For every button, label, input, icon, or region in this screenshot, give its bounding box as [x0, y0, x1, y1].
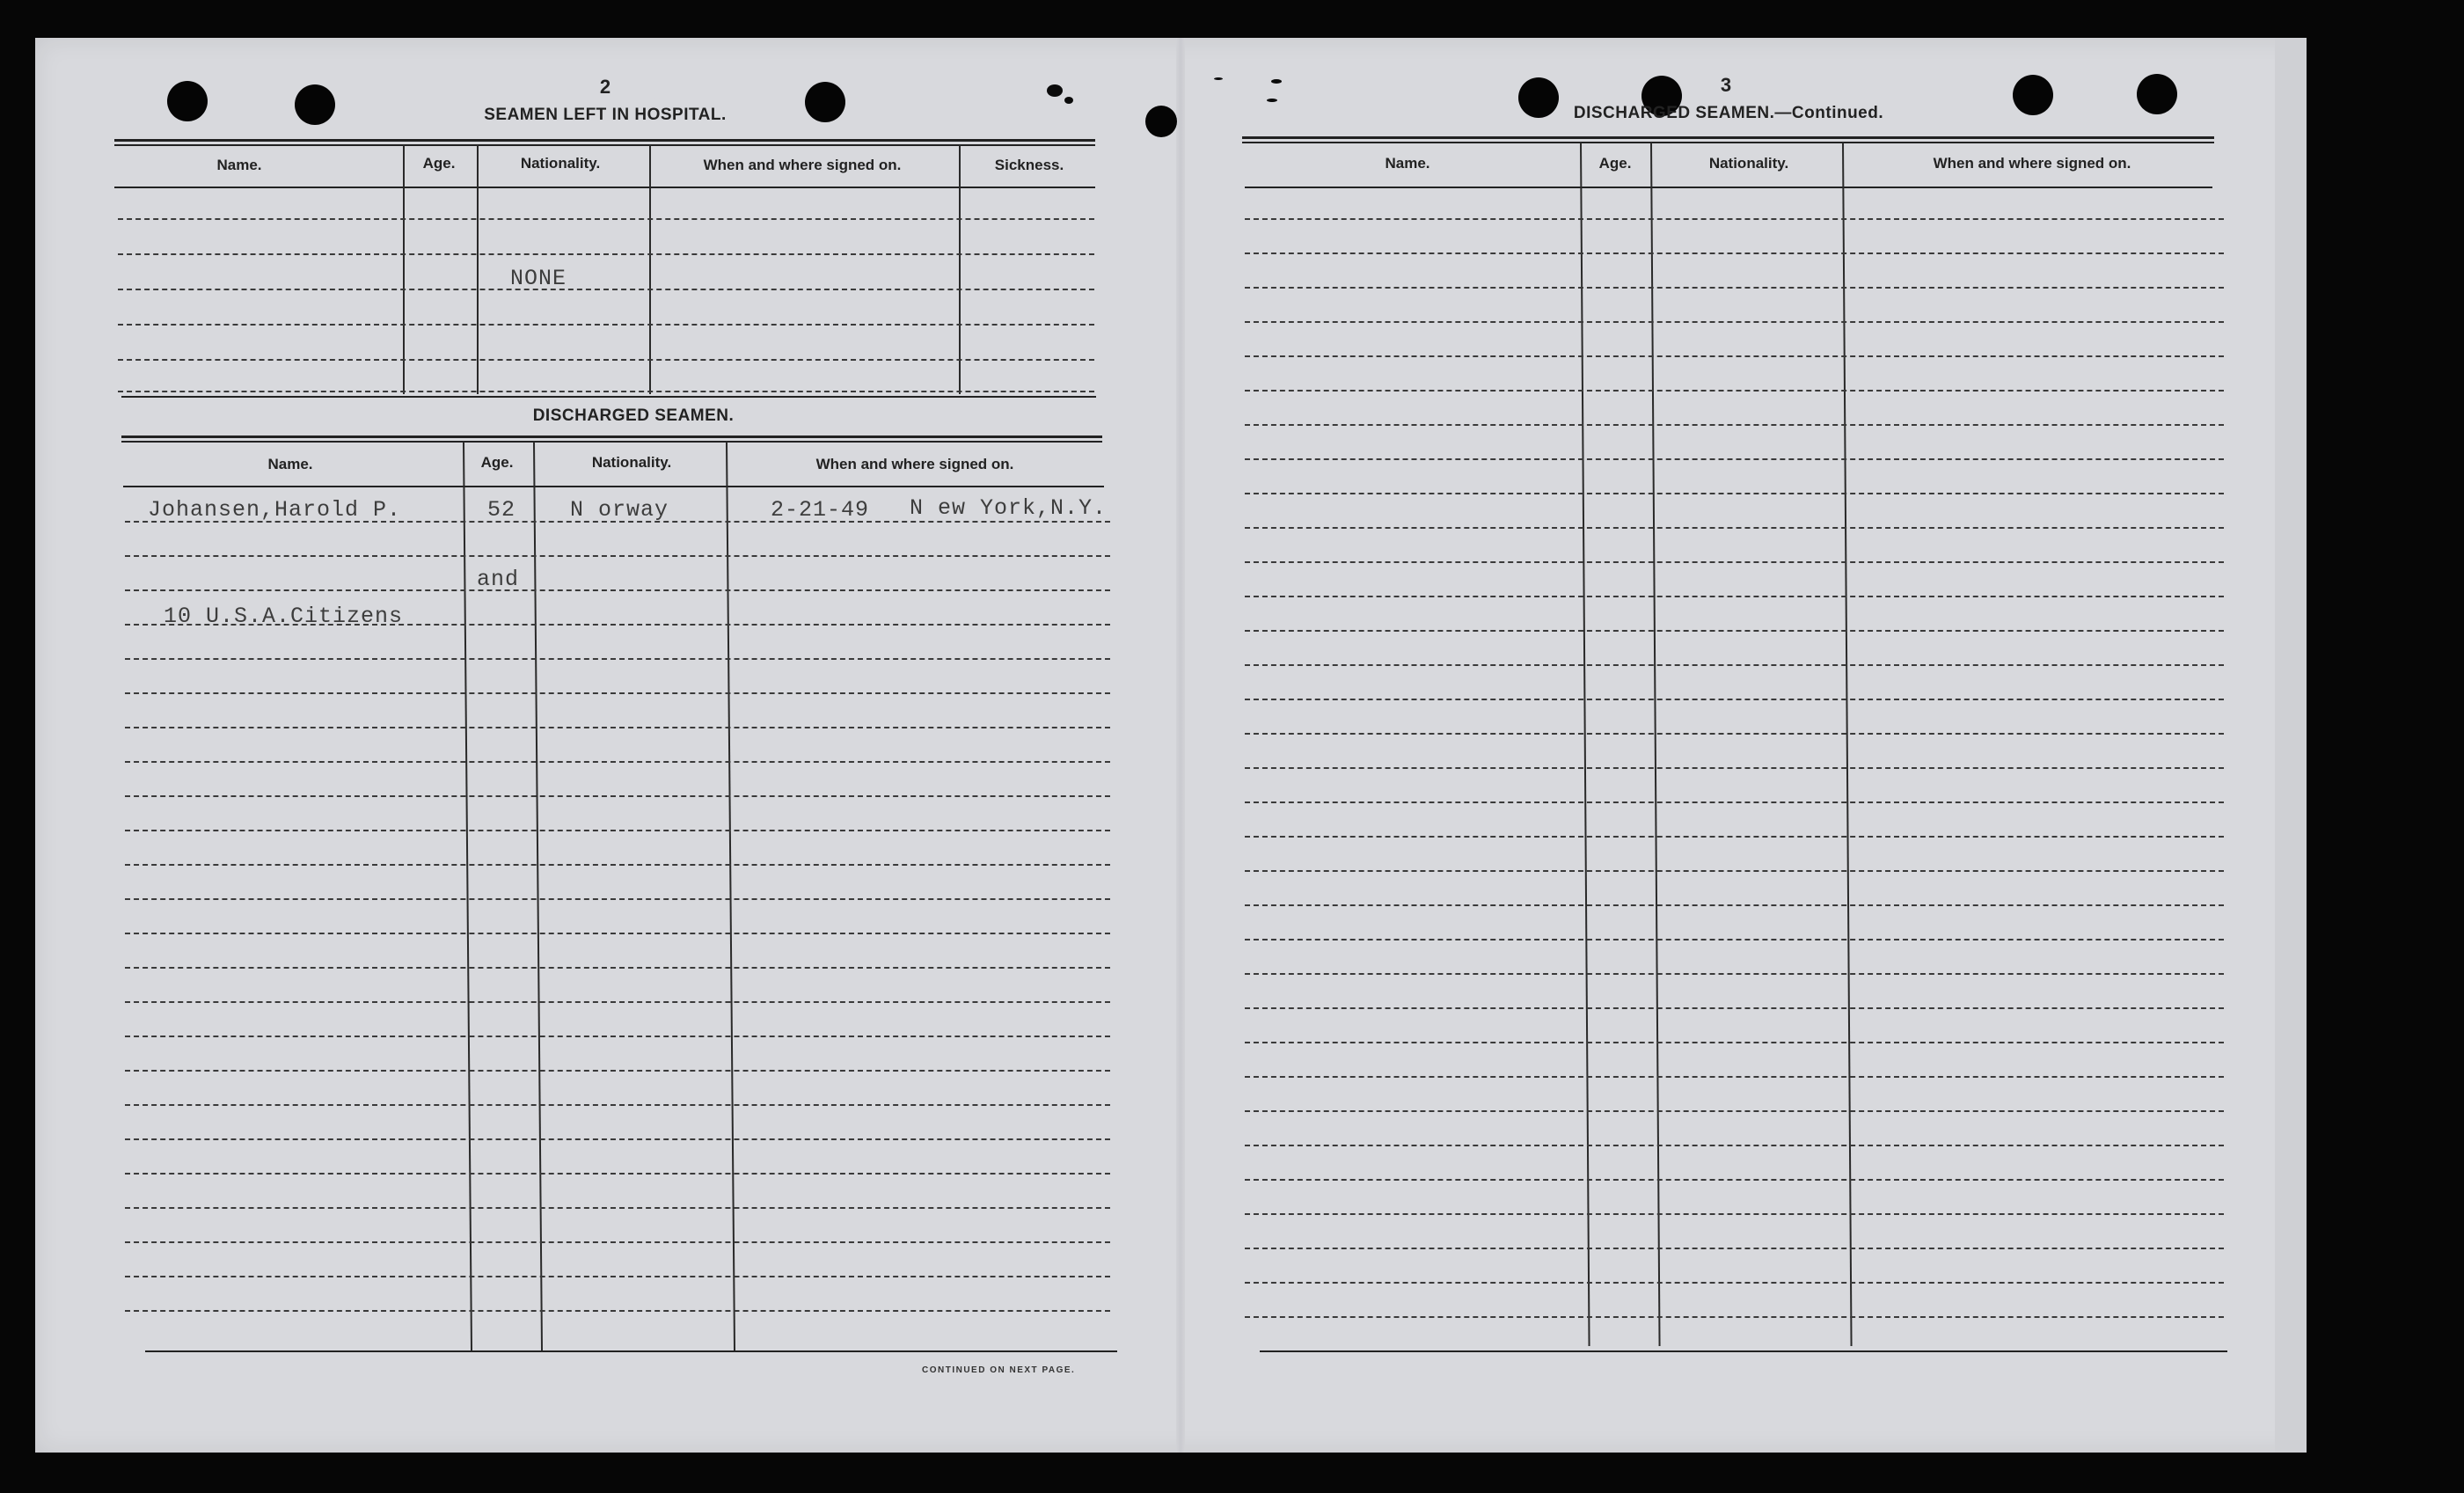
- right-ruled-line: [1245, 218, 2224, 220]
- right-ruled-line: [1245, 321, 2224, 323]
- right-ruled-line: [1245, 458, 2224, 460]
- right-ruled-line: [1245, 1282, 2224, 1284]
- ink-speck: [1047, 84, 1063, 97]
- ink-speck: [1271, 79, 1282, 84]
- page-number-right: 3: [1720, 74, 1732, 96]
- right-top-rule: [1242, 136, 2214, 139]
- discharged-col-name: Name.: [267, 456, 313, 472]
- discharged-ruled-line: [125, 1276, 1110, 1277]
- discharged-ruled-line: [125, 727, 1110, 728]
- document-sheet: [35, 38, 2307, 1453]
- right-ruled-line: [1245, 1110, 2224, 1112]
- discharged-header-rule: [123, 486, 1104, 487]
- discharged-ruled-line: [125, 761, 1110, 763]
- right-ruled-line: [1245, 801, 2224, 803]
- hospital-entry-nationality: NONE: [510, 266, 567, 291]
- discharged-bottom-rule: [145, 1350, 1117, 1352]
- hospital-col-signed-on: When and where signed on.: [703, 157, 902, 173]
- hospital-top-rule-2: [114, 144, 1095, 146]
- discharged-ruled-line: [125, 1001, 1110, 1003]
- discharged-ruled-line: [125, 692, 1110, 694]
- right-ruled-line: [1245, 1248, 2224, 1249]
- right-ruled-line: [1245, 424, 2224, 426]
- discharged-ruled-line: [125, 1310, 1110, 1312]
- hospital-ruled-line: [118, 391, 1094, 392]
- right-ruled-line: [1245, 1213, 2224, 1215]
- hospital-col-sickness: Sickness.: [994, 157, 1064, 173]
- hospital-ruled-line: [118, 253, 1094, 255]
- hospital-col-divider: [649, 144, 651, 394]
- right-ruled-line: [1245, 527, 2224, 529]
- punch-hole: [2137, 74, 2177, 114]
- right-ruled-line: [1245, 939, 2224, 940]
- right-ruled-line: [1245, 252, 2224, 254]
- discharged-row-1-age: 52: [487, 497, 516, 523]
- right-ruled-line: [1245, 733, 2224, 735]
- discharged-col-age: Age.: [480, 454, 514, 471]
- punch-hole: [1518, 77, 1559, 118]
- right-ruled-line: [1245, 1179, 2224, 1181]
- hospital-col-nationality: Nationality.: [520, 155, 601, 172]
- discharged-ruled-line: [125, 1070, 1110, 1072]
- discharged-header-top-rule-2: [121, 441, 1102, 443]
- discharged-header-top-rule: [121, 435, 1102, 438]
- discharged-ruled-line: [125, 1241, 1110, 1243]
- right-ruled-line: [1245, 870, 2224, 872]
- punch-hole: [1145, 106, 1177, 137]
- right-ruled-line: [1245, 561, 2224, 563]
- hospital-ruled-line: [118, 289, 1094, 290]
- right-col-age: Age.: [1598, 155, 1632, 172]
- discharged-col-signed-on: When and where signed on.: [815, 456, 1014, 472]
- continued-note: CONTINUED ON NEXT PAGE.: [922, 1365, 1076, 1375]
- right-bottom-rule: [1260, 1350, 2227, 1352]
- discharged-row-2-age: and: [477, 567, 520, 592]
- hospital-header-rule: [114, 187, 1095, 188]
- discharged-ruled-line: [125, 864, 1110, 866]
- right-col-name: Name.: [1385, 155, 1430, 172]
- discharged-ruled-line: [125, 555, 1110, 557]
- discharged-row-1-nationality: N orway: [570, 497, 669, 523]
- punch-hole: [805, 82, 845, 122]
- discharged-ruled-line: [125, 898, 1110, 900]
- discharged-row-1-name: Johansen,Harold P.: [148, 497, 402, 523]
- right-ruled-line: [1245, 1042, 2224, 1043]
- discharged-top-rule: [121, 396, 1096, 398]
- discharged-ruled-line: [125, 521, 1110, 523]
- right-ruled-line: [1245, 390, 2224, 392]
- discharged-ruled-line: [125, 658, 1110, 660]
- discharged-ruled-line: [125, 1138, 1110, 1140]
- right-ruled-line: [1245, 664, 2224, 666]
- right-col-signed-on: When and where signed on.: [1933, 155, 2131, 172]
- right-ruled-line: [1245, 1145, 2224, 1146]
- discharged-ruled-line: [125, 1173, 1110, 1175]
- hospital-col-divider: [403, 144, 405, 394]
- hospital-col-name: Name.: [216, 157, 262, 173]
- hospital-top-rule: [114, 139, 1095, 142]
- hospital-col-age: Age.: [422, 155, 456, 172]
- sheet-edge: [2275, 38, 2307, 1453]
- right-ruled-line: [1245, 904, 2224, 906]
- hospital-col-divider: [959, 144, 961, 394]
- right-ruled-line: [1245, 287, 2224, 289]
- punch-hole: [2013, 75, 2053, 115]
- discharged-row-1-signed-place: N ew York,N.Y.: [910, 495, 1108, 521]
- ink-speck: [1064, 97, 1073, 104]
- discharged-ruled-line: [125, 589, 1110, 591]
- right-ruled-line: [1245, 836, 2224, 838]
- punch-hole: [295, 84, 335, 125]
- hospital-col-divider: [477, 144, 479, 394]
- discharged-ruled-line: [125, 830, 1110, 831]
- right-ruled-line: [1245, 355, 2224, 357]
- hospital-ruled-line: [118, 324, 1094, 326]
- discharged-ruled-line: [125, 624, 1110, 626]
- right-ruled-line: [1245, 493, 2224, 494]
- right-ruled-line: [1245, 699, 2224, 700]
- right-ruled-line: [1245, 1007, 2224, 1009]
- ink-speck: [1214, 77, 1223, 80]
- right-header-rule: [1245, 187, 2212, 188]
- right-ruled-line: [1245, 767, 2224, 769]
- page-fold: [1176, 38, 1185, 1453]
- discharged-col-nationality: Nationality.: [591, 454, 672, 471]
- page-number-left: 2: [599, 76, 611, 98]
- ink-speck: [1267, 99, 1277, 102]
- right-ruled-line: [1245, 630, 2224, 632]
- right-ruled-line: [1245, 1076, 2224, 1078]
- right-ruled-line: [1245, 973, 2224, 975]
- discharged-ruled-line: [125, 795, 1110, 797]
- discharged-ruled-line: [125, 933, 1110, 934]
- right-ruled-line: [1245, 596, 2224, 597]
- right-ruled-line: [1245, 1316, 2224, 1318]
- discharged-ruled-line: [125, 1207, 1110, 1209]
- right-col-nationality: Nationality.: [1708, 155, 1789, 172]
- discharged-section-title: DISCHARGED SEAMEN.: [532, 406, 735, 425]
- hospital-section-title: SEAMEN LEFT IN HOSPITAL.: [484, 106, 727, 124]
- punch-hole: [167, 81, 208, 121]
- right-section-title: DISCHARGED SEAMEN.—Continued.: [1573, 104, 1884, 122]
- right-top-rule-2: [1242, 142, 2214, 143]
- discharged-ruled-line: [125, 1036, 1110, 1037]
- hospital-ruled-line: [118, 359, 1094, 361]
- discharged-row-1-signed-date: 2-21-49: [771, 497, 870, 523]
- discharged-ruled-line: [125, 967, 1110, 969]
- discharged-ruled-line: [125, 1104, 1110, 1106]
- discharged-row-3-name: 10 U.S.A.Citizens: [164, 604, 404, 629]
- hospital-ruled-line: [118, 218, 1094, 220]
